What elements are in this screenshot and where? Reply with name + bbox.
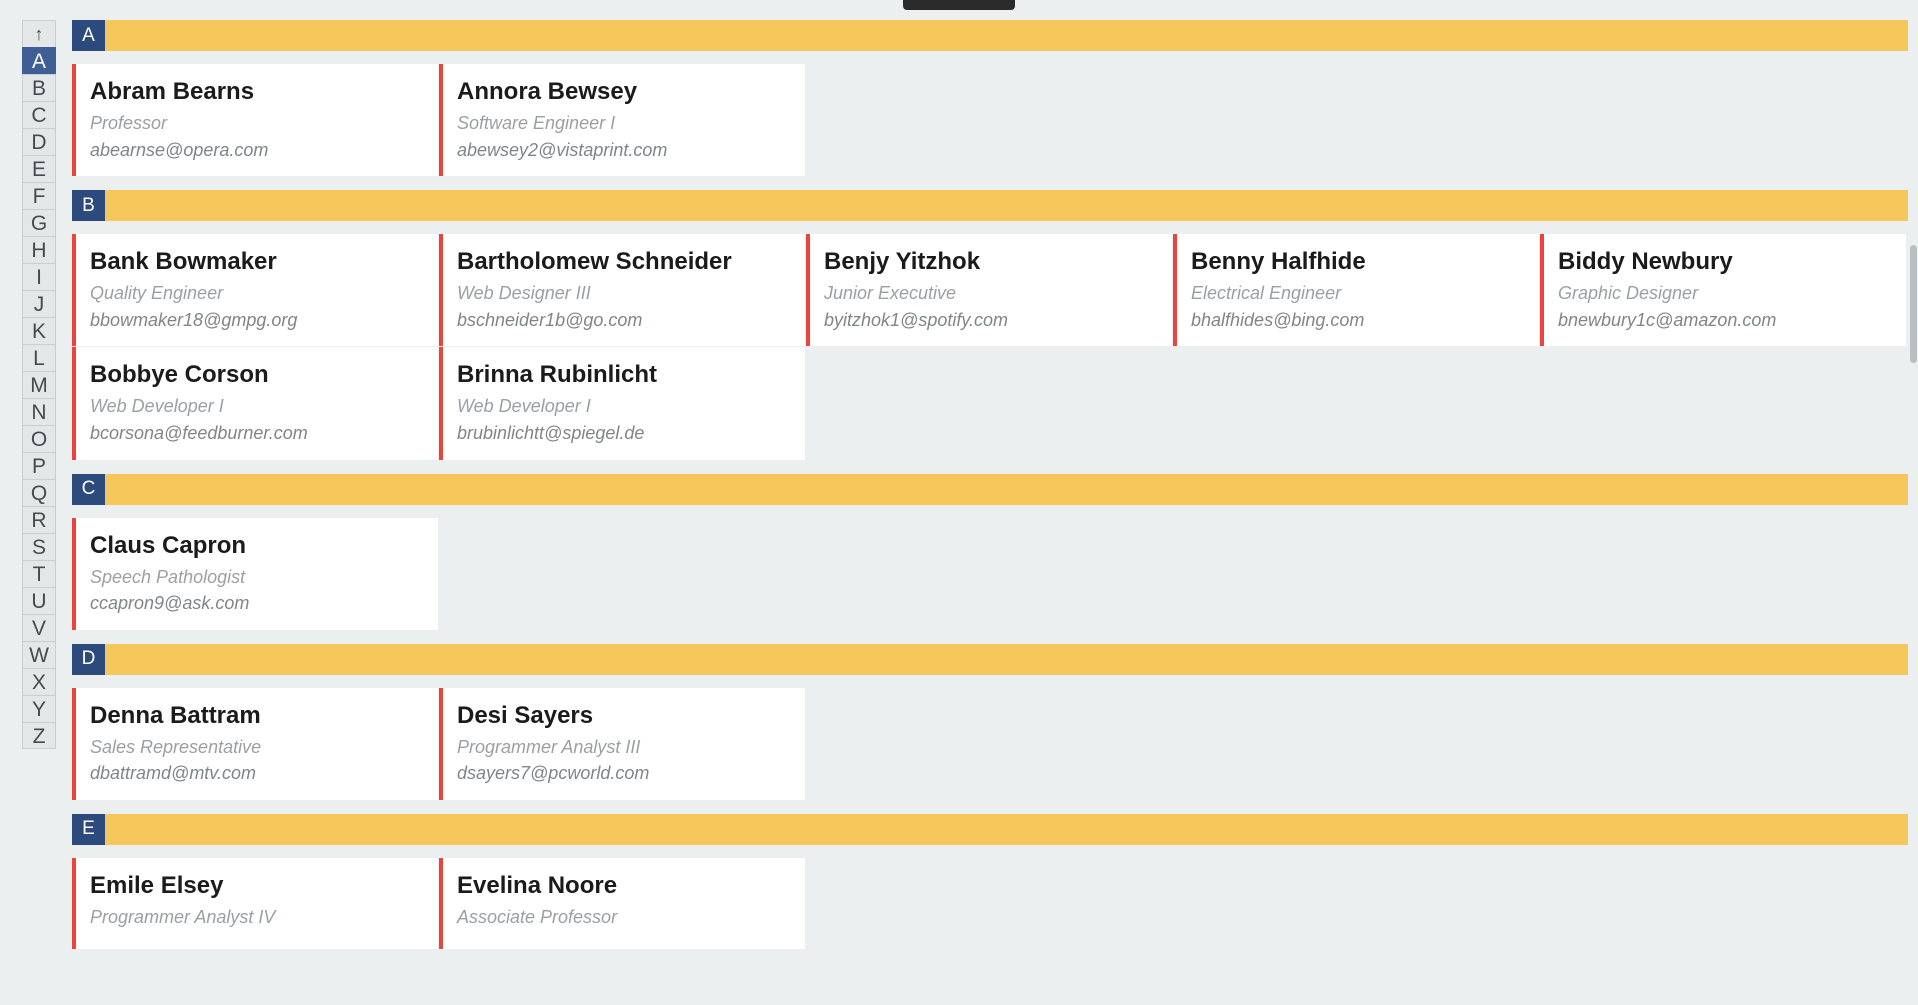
contact-name: Claus Capron — [90, 531, 247, 559]
section-header-a — [72, 20, 1918, 51]
contact-email[interactable]: bnewbury1c@amazon.com — [1558, 309, 1777, 330]
index-letter-m[interactable]: M — [22, 371, 56, 398]
section-cards — [72, 858, 1918, 950]
contact-name: Benjy Yitzhok — [824, 248, 981, 276]
contact-role: Associate Professor — [457, 906, 618, 927]
index-letter-f[interactable]: F — [22, 182, 56, 209]
index-letter-v[interactable]: V — [22, 614, 56, 641]
contact-role: Web Developer I — [90, 396, 224, 417]
section-cards — [72, 234, 1918, 460]
contact-role: Graphic Designer — [1558, 283, 1699, 304]
contact-card[interactable] — [72, 518, 438, 630]
contact-role: Professor — [90, 113, 168, 133]
section-bar — [105, 190, 1918, 221]
contact-role: Web Developer I — [457, 396, 591, 417]
index-letter-q[interactable]: Q — [22, 479, 56, 506]
index-letter-e[interactable]: E — [22, 155, 56, 182]
contact-role: Electrical Engineer — [1191, 283, 1342, 304]
contact-card[interactable] — [72, 234, 438, 346]
index-letter-k[interactable]: K — [22, 317, 56, 344]
contact-role: Programmer Analyst III — [457, 736, 641, 757]
index-letter-p[interactable]: P — [22, 452, 56, 479]
contact-email[interactable]: abewsey2@vistaprint.com — [457, 139, 668, 160]
section-cards — [72, 518, 1918, 631]
section-letter-badge: B — [72, 190, 105, 221]
contact-email[interactable]: bbowmaker18@gmpg.org — [90, 309, 298, 330]
contact-name: Bank Bowmaker — [90, 248, 277, 276]
index-letter-u[interactable]: U — [22, 587, 56, 614]
index-letter-b[interactable]: B — [22, 74, 56, 101]
contact-role: Junior Executive — [824, 283, 957, 304]
contact-card[interactable] — [439, 234, 805, 346]
contact-card[interactable] — [72, 347, 438, 459]
contact-role: Sales Representative — [90, 736, 262, 757]
contact-card[interactable] — [72, 64, 438, 176]
section-letter-badge: E — [72, 814, 105, 845]
section-header-b — [72, 190, 1918, 221]
contact-card[interactable] — [439, 858, 805, 949]
section-header-c — [72, 474, 1918, 505]
contact-email[interactable]: byitzhok1@spotify.com — [824, 309, 1009, 330]
contact-name: Denna Battram — [90, 701, 261, 729]
contact-card[interactable] — [72, 858, 438, 949]
contacts-list — [72, 20, 1918, 1005]
contact-email[interactable]: bhalfhides@bing.com — [1191, 309, 1365, 330]
contact-card[interactable] — [439, 347, 805, 459]
contact-name: Brinna Rubinlicht — [457, 361, 657, 389]
section-header-e — [72, 814, 1918, 845]
index-letter-j[interactable]: J — [22, 290, 56, 317]
section-cards — [72, 64, 1918, 177]
index-letter-i[interactable]: I — [22, 263, 56, 290]
section-letter-badge: D — [72, 644, 105, 675]
contact-card[interactable] — [1173, 234, 1539, 346]
index-letter-d[interactable]: D — [22, 128, 56, 155]
contact-name: Abram Bearns — [90, 78, 255, 105]
section-bar — [105, 20, 1918, 51]
contact-name: Emile Elsey — [90, 871, 224, 899]
contact-email[interactable]: dbattramd@mtv.com — [90, 763, 256, 784]
contact-card[interactable] — [72, 688, 438, 800]
contact-role: Software Engineer I — [457, 113, 616, 133]
section-bar — [105, 644, 1918, 675]
contact-name: Bobbye Corson — [90, 361, 269, 389]
contact-role: Speech Pathologist — [90, 566, 246, 587]
index-letter-w[interactable]: W — [22, 641, 56, 668]
index-letter-c[interactable]: C — [22, 101, 56, 128]
vertical-scrollbar[interactable] — [1908, 0, 1918, 1005]
contact-role: Quality Engineer — [90, 283, 224, 304]
contact-name: Desi Sayers — [457, 701, 594, 729]
contact-email[interactable]: brubinlichtt@spiegel.de — [457, 422, 645, 443]
index-letter-t[interactable]: T — [22, 560, 56, 587]
index-letter-a[interactable]: A — [22, 47, 56, 74]
contact-role: Web Designer III — [457, 283, 591, 304]
contact-email[interactable]: dsayers7@pcworld.com — [457, 763, 650, 784]
contact-card[interactable] — [439, 64, 805, 176]
section-cards — [72, 688, 1918, 801]
index-letter-h[interactable]: H — [22, 236, 56, 263]
section-letter-badge: C — [72, 474, 105, 505]
contact-name: Benny Halfhide — [1191, 248, 1366, 276]
contact-card[interactable] — [1540, 234, 1906, 346]
scrollbar-thumb[interactable] — [1910, 245, 1917, 363]
section-bar — [105, 814, 1918, 845]
alphabet-index-rail[interactable] — [22, 20, 56, 749]
contact-email[interactable]: bcorsona@feedburner.com — [90, 422, 308, 443]
index-letter-n[interactable]: N — [22, 398, 56, 425]
index-letter-r[interactable]: R — [22, 506, 56, 533]
contact-email[interactable]: bschneider1b@go.com — [457, 309, 643, 330]
index-letter-l[interactable]: L — [22, 344, 56, 371]
section-bar — [105, 474, 1918, 505]
section-header-d — [72, 644, 1918, 675]
contact-name: Evelina Noore — [457, 871, 618, 899]
index-letter-g[interactable]: G — [22, 209, 56, 236]
contact-card[interactable] — [439, 688, 805, 800]
index-letter-x[interactable]: X — [22, 668, 56, 695]
scroll-to-top-icon[interactable]: ↑ — [22, 20, 56, 47]
section-letter-badge: A — [72, 20, 105, 51]
contact-name: Annora Bewsey — [457, 78, 638, 105]
index-letter-z[interactable]: Z — [22, 722, 56, 749]
contact-card[interactable] — [806, 234, 1172, 346]
index-letter-o[interactable]: O — [22, 425, 56, 452]
index-letter-y[interactable]: Y — [22, 695, 56, 722]
contact-name: Bartholomew Schneider — [457, 248, 732, 276]
contact-email[interactable]: abearnse@opera.com — [90, 139, 269, 160]
device-notch — [903, 0, 1015, 10]
contact-name: Biddy Newbury — [1558, 248, 1733, 276]
index-letter-s[interactable]: S — [22, 533, 56, 560]
contact-role: Programmer Analyst IV — [90, 906, 276, 927]
contact-email[interactable]: ccapron9@ask.com — [90, 593, 250, 614]
